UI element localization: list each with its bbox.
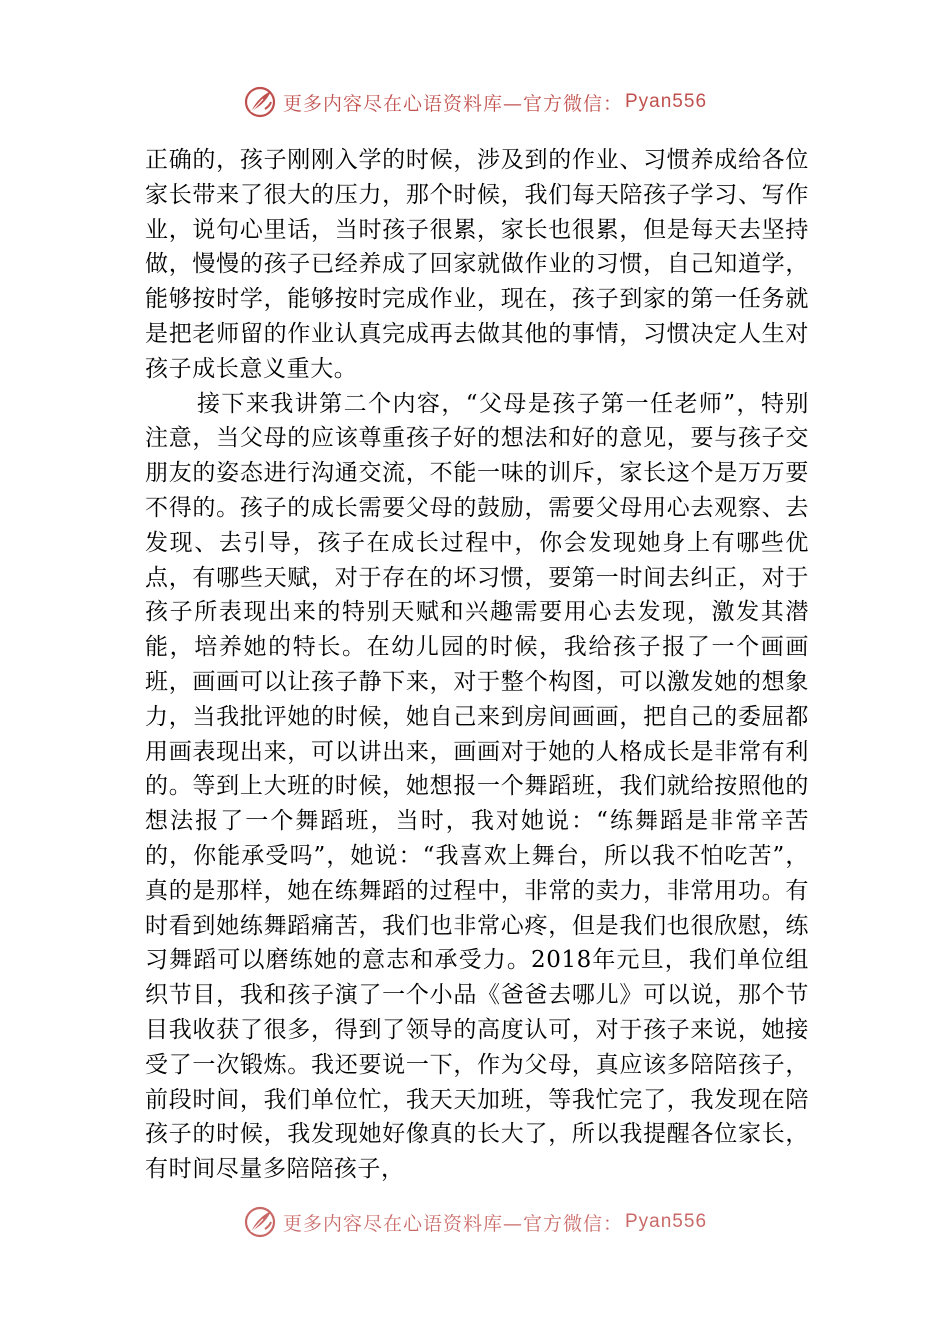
footer-watermark [0, 1202, 950, 1242]
paragraph-1: 正确的，孩子刚刚入学的时候，涉及到的作业、习惯养成给各位家长带来了很大的压力，那个时候，我们每天陪孩子学习、写作业，说句心里话，当时孩子很累，家长也很累，但是每天去坚持做，慢慢的孩子已经养成了回家就做作业的习惯，自己知道学，能够按时学，能够按时完成作业，现在，孩子到家的第一任务就是把老师留的作业认真完成再去做其他的事情，习惯决定人生对孩子成长意义重大。 [145, 147, 809, 382]
body-text [145, 143, 809, 1187]
header-wechat-id: Pyan556 [625, 91, 708, 112]
footer-watermark-text: 更多内容尽在心语资料库—官方微信： [282, 1212, 623, 1235]
header-watermark [0, 82, 950, 122]
feather-logo-icon [243, 85, 277, 119]
header-watermark-text: 更多内容尽在心语资料库—官方微信： [282, 92, 623, 115]
feather-logo-icon [243, 1205, 277, 1239]
paragraph-2: 接下来我讲第二个内容，“父母是孩子第一任老师”，特别注意，当父母的应该尊重孩子好的想法和好的意见，要与孩子交朋友的姿态进行沟通交流，不能一味的训斥，家长这个是万万要不得的。孩子的成长需要父母的鼓励，需要父母用心去观察、去发现、去引导，孩子在成长过程中，你会发现她身上有哪些优点，有哪些天赋，对于存在的坏习惯，要第一时间去纠正，对于孩子所表现出来的特别天赋和兴趣需要用心去发现，激发其潜能，培养她的特长。在幼儿园的时候，我给孩子报了一个画画班，画画可以让孩子静下来，对于整个构图，可以激发她的想象力，当我批评她的时候，她自己来到房间画画，把自己的委屈都用画表现出来，可以讲出来，画画对于她的人格成长是非常有利的。等到上大班的时候，她想报一个舞蹈班，我们就给按照他的想法报了一个舞蹈班，当时，我对她说：“练舞蹈是非常辛苦的，你能承受吗”，她说：“我喜欢上舞台，所以我不怕吃苦”，真的是那样，她在练舞蹈的过程中，非常的卖力，非常用功。有时看到她练舞蹈痛苦，我们也非常心疼，但是我们也很欣慰，练习舞蹈可以磨练她的意志和承受力。2018年元旦，我们单位组织节目，我和孩子演了一个小品《爸爸去哪儿》可以说，那个节目我收获了很多，得到了领导的高度认可，对于孩子来说，她接受了一次锻炼。我还要说一下，作为父母，真应该多陪陪孩子，前段时间，我们单位忙，我天天加班，等我忙完了，我发现在陪孩子的时候，我发现她好像真的长大了，所以我提醒各位家长，有时间尽量多陪陪孩子， [145, 390, 809, 1183]
footer-wechat-id: Pyan556 [625, 1211, 708, 1232]
